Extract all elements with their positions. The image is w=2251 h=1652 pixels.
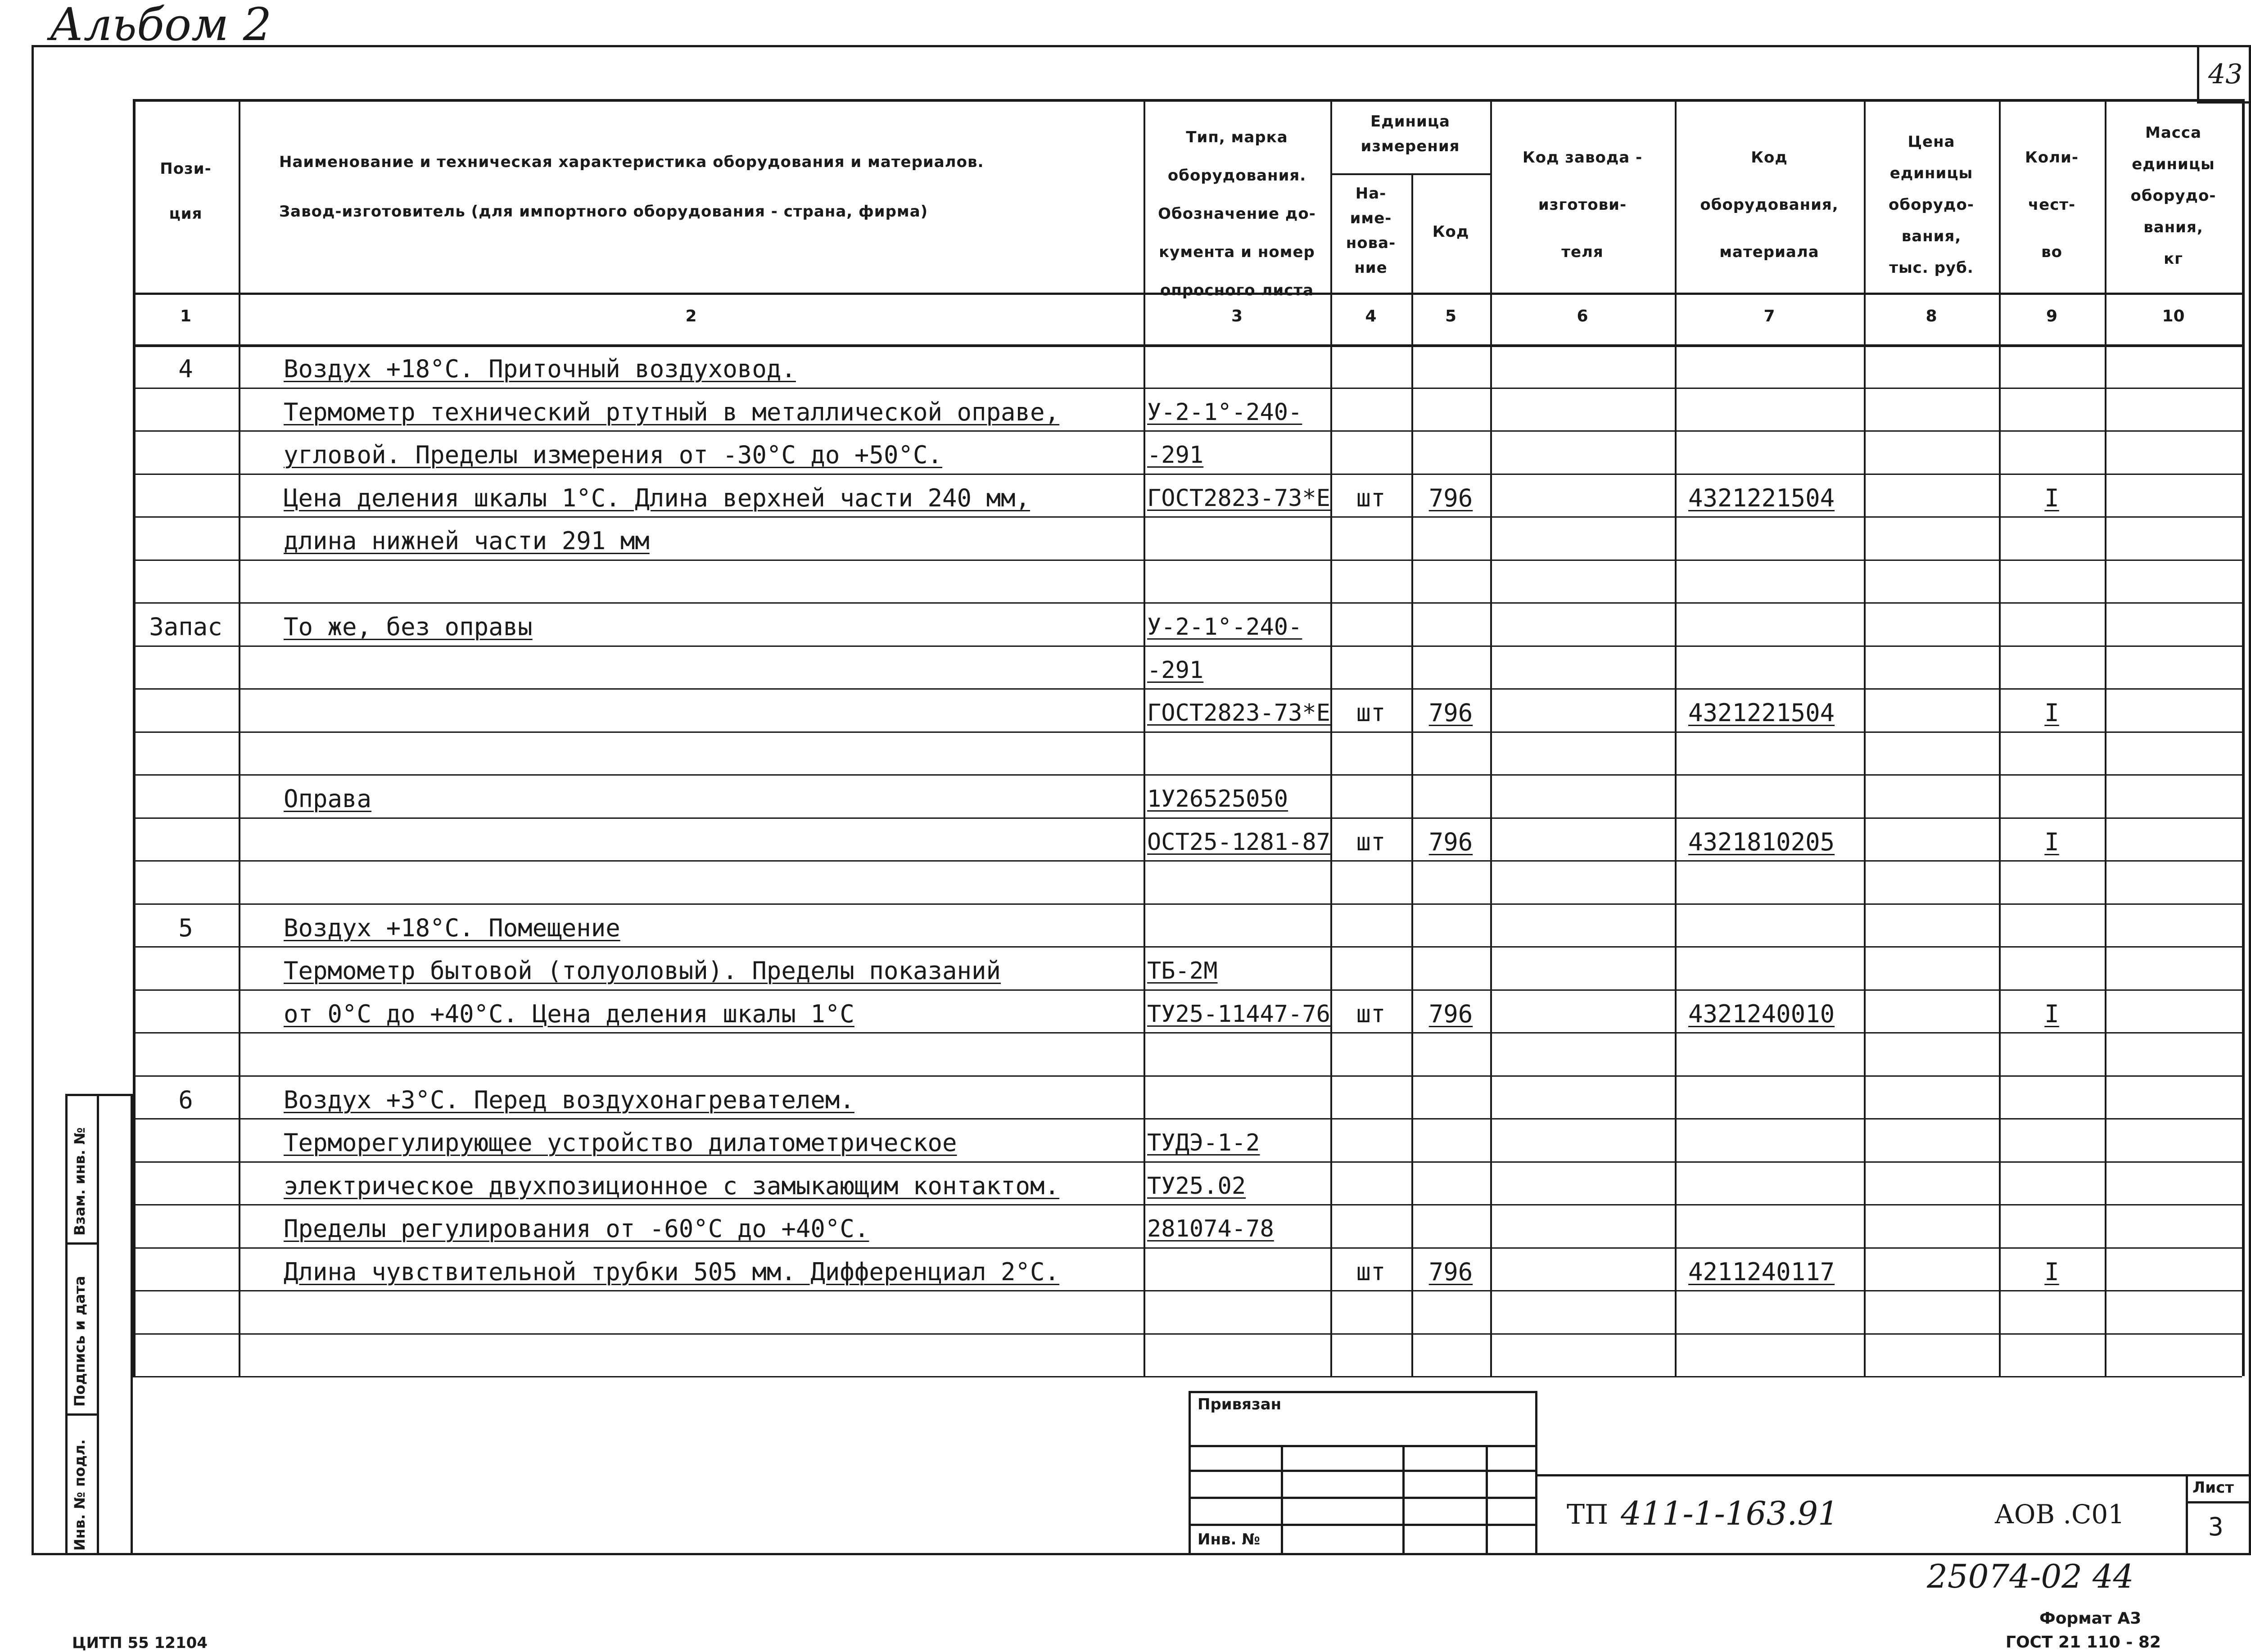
- header-factory-code: Код завода -: [1522, 149, 1643, 167]
- header-name: Наименование и техническая характеристика оборудования и материалов.: [279, 153, 984, 171]
- header-unit-name: нова-: [1346, 234, 1396, 252]
- row-material-code: 4321810205: [1688, 827, 1835, 856]
- row-name: Термометр технический ртутный в металлической оправе,: [284, 397, 1060, 426]
- row-type: У-2-1°-240-: [1147, 614, 1302, 641]
- header-unit-group: измерения: [1361, 137, 1460, 155]
- row-position: 4: [178, 355, 193, 383]
- row-unit: шт: [1356, 827, 1386, 856]
- row-rule: [133, 645, 2242, 647]
- row-rule: [133, 860, 2242, 862]
- row-quantity: I: [2044, 699, 2059, 727]
- column-rule: [1864, 99, 1866, 1376]
- row-name: длина нижней части 291 мм: [284, 527, 650, 555]
- row-name: То же, без оправы: [284, 613, 533, 641]
- row-unit-code: 796: [1428, 999, 1473, 1028]
- row-position: 6: [178, 1085, 193, 1114]
- row-rule: [133, 388, 2242, 389]
- header-material-code: материала: [1719, 243, 1819, 261]
- row-rule: [133, 817, 2242, 819]
- header-factory-code: изготови-: [1538, 196, 1627, 214]
- stamp-number: 25074-02 44: [1927, 1557, 2134, 1595]
- row-name: Цена деления шкалы 1°С. Длина верхней части 240 мм,: [284, 483, 1031, 512]
- header-unit-name: ние: [1354, 259, 1388, 277]
- row-material-code: 4321240010: [1688, 999, 1835, 1028]
- row-type: 1У26525050: [1147, 785, 1288, 812]
- row-rule: [133, 1161, 2242, 1163]
- header-type: Тип, марка: [1186, 128, 1288, 146]
- privyazan-label: Привязан: [1198, 1395, 1282, 1413]
- header-mass: единицы: [2132, 155, 2215, 173]
- row-rule: [133, 1118, 2242, 1119]
- header-type: кумента и номер: [1159, 243, 1315, 261]
- row-type: У-2-1°-240-: [1147, 398, 1302, 426]
- header-price: вания,: [1901, 227, 1962, 245]
- project-prefix: ТП: [1567, 1499, 1609, 1530]
- list-label: Лист: [2192, 1479, 2234, 1497]
- row-type: ТБ-2М: [1147, 957, 1218, 984]
- row-rule: [133, 688, 2242, 690]
- header-quantity: во: [2041, 243, 2062, 261]
- row-type: ТУ25-11447-76: [1147, 1000, 1330, 1028]
- row-type: ГОСТ2823-73*Е: [1147, 700, 1330, 727]
- row-quantity: I: [2044, 999, 2059, 1028]
- side-label-vzam: Взам. инв. №: [71, 1127, 88, 1236]
- row-type: ОСТ25-1281-87: [1147, 828, 1330, 856]
- row-type: -291: [1147, 442, 1204, 469]
- row-rule: [133, 1247, 2242, 1249]
- row-material-code: 4321221504: [1688, 483, 1835, 512]
- row-position: Запас: [149, 613, 222, 641]
- side-label-inv: Инв. № подл.: [71, 1439, 88, 1551]
- row-type: ГОСТ2823-73*Е: [1147, 484, 1330, 512]
- column-rule: [1675, 99, 1677, 1376]
- row-name: от 0°С до +40°С. Цена деления шкалы 1°С: [284, 999, 854, 1028]
- header-unit-name: На-: [1355, 185, 1387, 203]
- header-position: ция: [169, 205, 203, 223]
- header-mass: оборудо-: [2130, 187, 2216, 205]
- row-rule: [133, 1075, 2242, 1077]
- header-type: Обозначение до-: [1158, 205, 1316, 223]
- header-price: Цена: [1907, 133, 1955, 151]
- header-mass: Масса: [2145, 124, 2202, 142]
- column-rule: [1411, 173, 1413, 1376]
- footer-format: Формат А3: [2039, 1609, 2142, 1628]
- column-rule: [239, 99, 240, 1376]
- row-rule: [133, 516, 2242, 518]
- row-unit-code: 796: [1428, 827, 1473, 856]
- column-number-2: 2: [685, 307, 697, 325]
- header-price: единицы: [1889, 164, 1973, 182]
- row-rule: [133, 560, 2242, 561]
- header-type: опросного листа: [1160, 281, 1314, 299]
- row-unit: шт: [1356, 999, 1386, 1028]
- row-rule: [133, 989, 2242, 991]
- row-name: Терморегулирующее устройство дилатометрическое: [284, 1128, 957, 1157]
- row-type: ТУ25.02: [1147, 1172, 1246, 1200]
- header-material-code: Код: [1751, 149, 1788, 167]
- row-name: Длина чувствительной трубки 505 мм. Дифференциал 2°С.: [284, 1257, 1060, 1286]
- row-name: Воздух +18°С. Помещение: [284, 913, 620, 942]
- header-unit-group: Единица: [1370, 113, 1450, 131]
- header-position: Пози-: [160, 160, 212, 178]
- unit-group-rule: [1330, 173, 1490, 175]
- row-rule: [133, 430, 2242, 432]
- side-label-podpis: Подпись и дата: [71, 1276, 88, 1407]
- column-number-3: 3: [1231, 307, 1243, 325]
- row-rule: [133, 946, 2242, 948]
- column-number-1: 1: [180, 307, 192, 325]
- row-name: Оправа: [284, 785, 372, 813]
- header-mass: кг: [2164, 250, 2183, 268]
- column-number-9: 9: [2046, 307, 2058, 325]
- column-number-4: 4: [1365, 307, 1377, 325]
- row-rule: [133, 602, 2242, 604]
- list-number: 3: [2208, 1512, 2224, 1542]
- row-name: Пределы регулирования от -60°С до +40°С.: [284, 1214, 869, 1243]
- row-quantity: I: [2044, 483, 2059, 512]
- header-mass: вания,: [2143, 218, 2203, 236]
- numbers-bottom-rule: [133, 344, 2242, 347]
- row-name: Термометр бытовой (толуоловый). Пределы показаний: [284, 957, 1001, 985]
- row-type: -291: [1147, 656, 1204, 684]
- inv-no-label: Инв. №: [1198, 1530, 1261, 1548]
- row-quantity: I: [2044, 827, 2059, 856]
- header-factory-code: теля: [1561, 243, 1604, 261]
- row-material-code: 4321221504: [1688, 699, 1835, 727]
- column-number-6: 6: [1577, 307, 1588, 325]
- row-unit-code: 796: [1428, 1257, 1473, 1286]
- header-price: тыс. руб.: [1889, 259, 1974, 277]
- row-quantity: I: [2044, 1257, 2059, 1286]
- header-unit-code: Код: [1432, 223, 1469, 241]
- row-name: Воздух +18°С. Приточный воздуховод.: [284, 355, 796, 383]
- column-number-5: 5: [1445, 307, 1457, 325]
- album-label: Альбом 2: [50, 0, 272, 51]
- row-rule: [133, 1032, 2242, 1034]
- row-rule: [133, 1290, 2242, 1291]
- header-type: оборудования.: [1167, 167, 1306, 185]
- column-rule: [133, 99, 136, 1376]
- sheet-corner-number: 43: [2208, 59, 2243, 90]
- row-rule: [133, 1376, 2242, 1377]
- row-position: 5: [178, 913, 193, 942]
- column-number-10: 10: [2162, 307, 2185, 325]
- row-rule: [133, 731, 2242, 733]
- column-rule: [2242, 99, 2245, 1376]
- column-rule: [1999, 99, 2001, 1376]
- header-unit-name: име-: [1350, 209, 1392, 227]
- row-name: угловой. Пределы измерения от -30°С до +50°С.: [284, 441, 942, 469]
- header-price: оборудо-: [1889, 196, 1974, 214]
- column-rule: [2105, 99, 2106, 1376]
- footer-left: ЦИТП 55 12104: [72, 1634, 208, 1652]
- header-material-code: оборудования,: [1700, 196, 1839, 214]
- footer-gost: ГОСТ 21 110 - 82: [2006, 1633, 2161, 1652]
- doc-code: АОВ .С01: [1994, 1499, 2125, 1530]
- column-rule: [1330, 99, 1332, 1376]
- row-name: электрическое двухпозиционное с замыкающим контактом.: [284, 1171, 1060, 1200]
- row-rule: [133, 1204, 2242, 1205]
- project-number: 411-1-163.91: [1621, 1494, 1839, 1532]
- row-type: 281074-78: [1147, 1215, 1274, 1242]
- row-name: Воздух +3°С. Перед воздухонагревателем.: [284, 1085, 854, 1114]
- row-unit-code: 796: [1428, 699, 1473, 727]
- row-type: ТУДЭ-1-2: [1147, 1129, 1260, 1156]
- row-unit: шт: [1356, 699, 1386, 727]
- header-quantity: чест-: [2028, 196, 2076, 214]
- header-name: Завод-изготовитель (для импортного оборудования - страна, фирма): [279, 203, 928, 221]
- row-rule: [133, 1333, 2242, 1335]
- row-material-code: 4211240117: [1688, 1257, 1835, 1286]
- column-number-8: 8: [1926, 307, 1937, 325]
- row-unit-code: 796: [1428, 483, 1473, 512]
- row-unit: шт: [1356, 483, 1386, 512]
- row-rule: [133, 774, 2242, 776]
- header-quantity: Коли-: [2025, 149, 2079, 167]
- table-top-rule: [133, 99, 2242, 102]
- row-rule: [133, 474, 2242, 475]
- row-rule: [133, 903, 2242, 905]
- row-unit: шт: [1356, 1257, 1386, 1286]
- column-rule: [1490, 99, 1492, 1376]
- column-number-7: 7: [1763, 307, 1775, 325]
